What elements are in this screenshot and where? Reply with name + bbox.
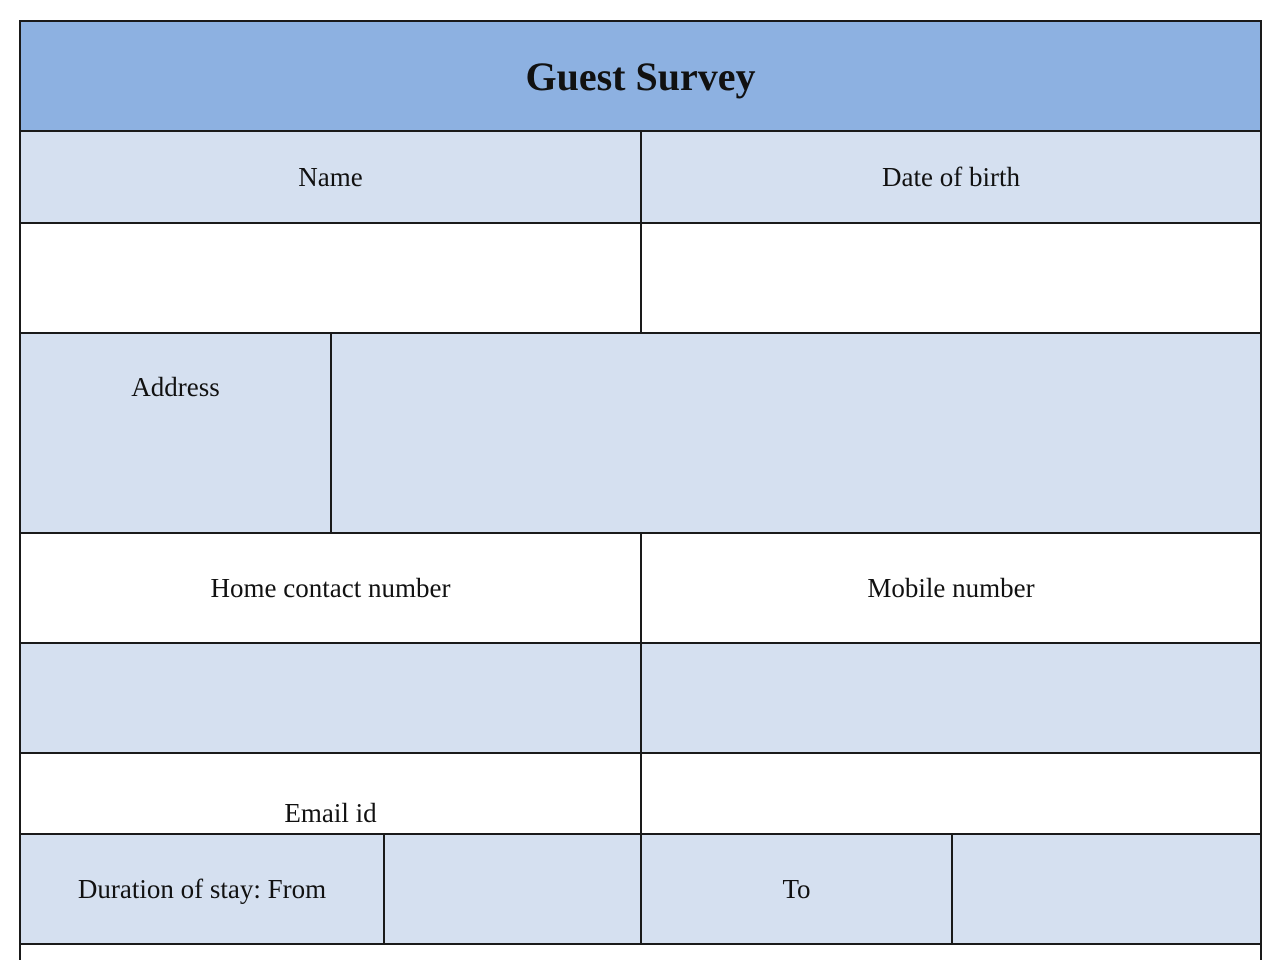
home-contact-field[interactable] — [19, 642, 642, 754]
form-title: Guest Survey — [19, 20, 1262, 132]
duration-to-label: To — [640, 833, 953, 945]
mobile-label: Mobile number — [640, 532, 1262, 644]
name-label: Name — [19, 130, 642, 224]
next-row-partial — [19, 943, 1262, 960]
duration-from-label: Duration of stay: From — [19, 833, 385, 945]
address-field[interactable] — [330, 332, 1262, 534]
address-label: Address — [19, 332, 332, 534]
guest-survey-form — [19, 20, 1262, 960]
stay-to-field[interactable] — [951, 833, 1262, 945]
mobile-field[interactable] — [640, 642, 1262, 754]
email-label: Email id — [19, 752, 642, 835]
email-field[interactable] — [640, 752, 1262, 835]
name-field[interactable] — [19, 222, 642, 334]
stay-from-field[interactable] — [383, 833, 642, 945]
date-of-birth-label: Date of birth — [640, 130, 1262, 224]
date-of-birth-field[interactable] — [640, 222, 1262, 334]
home-contact-label: Home contact number — [19, 532, 642, 644]
